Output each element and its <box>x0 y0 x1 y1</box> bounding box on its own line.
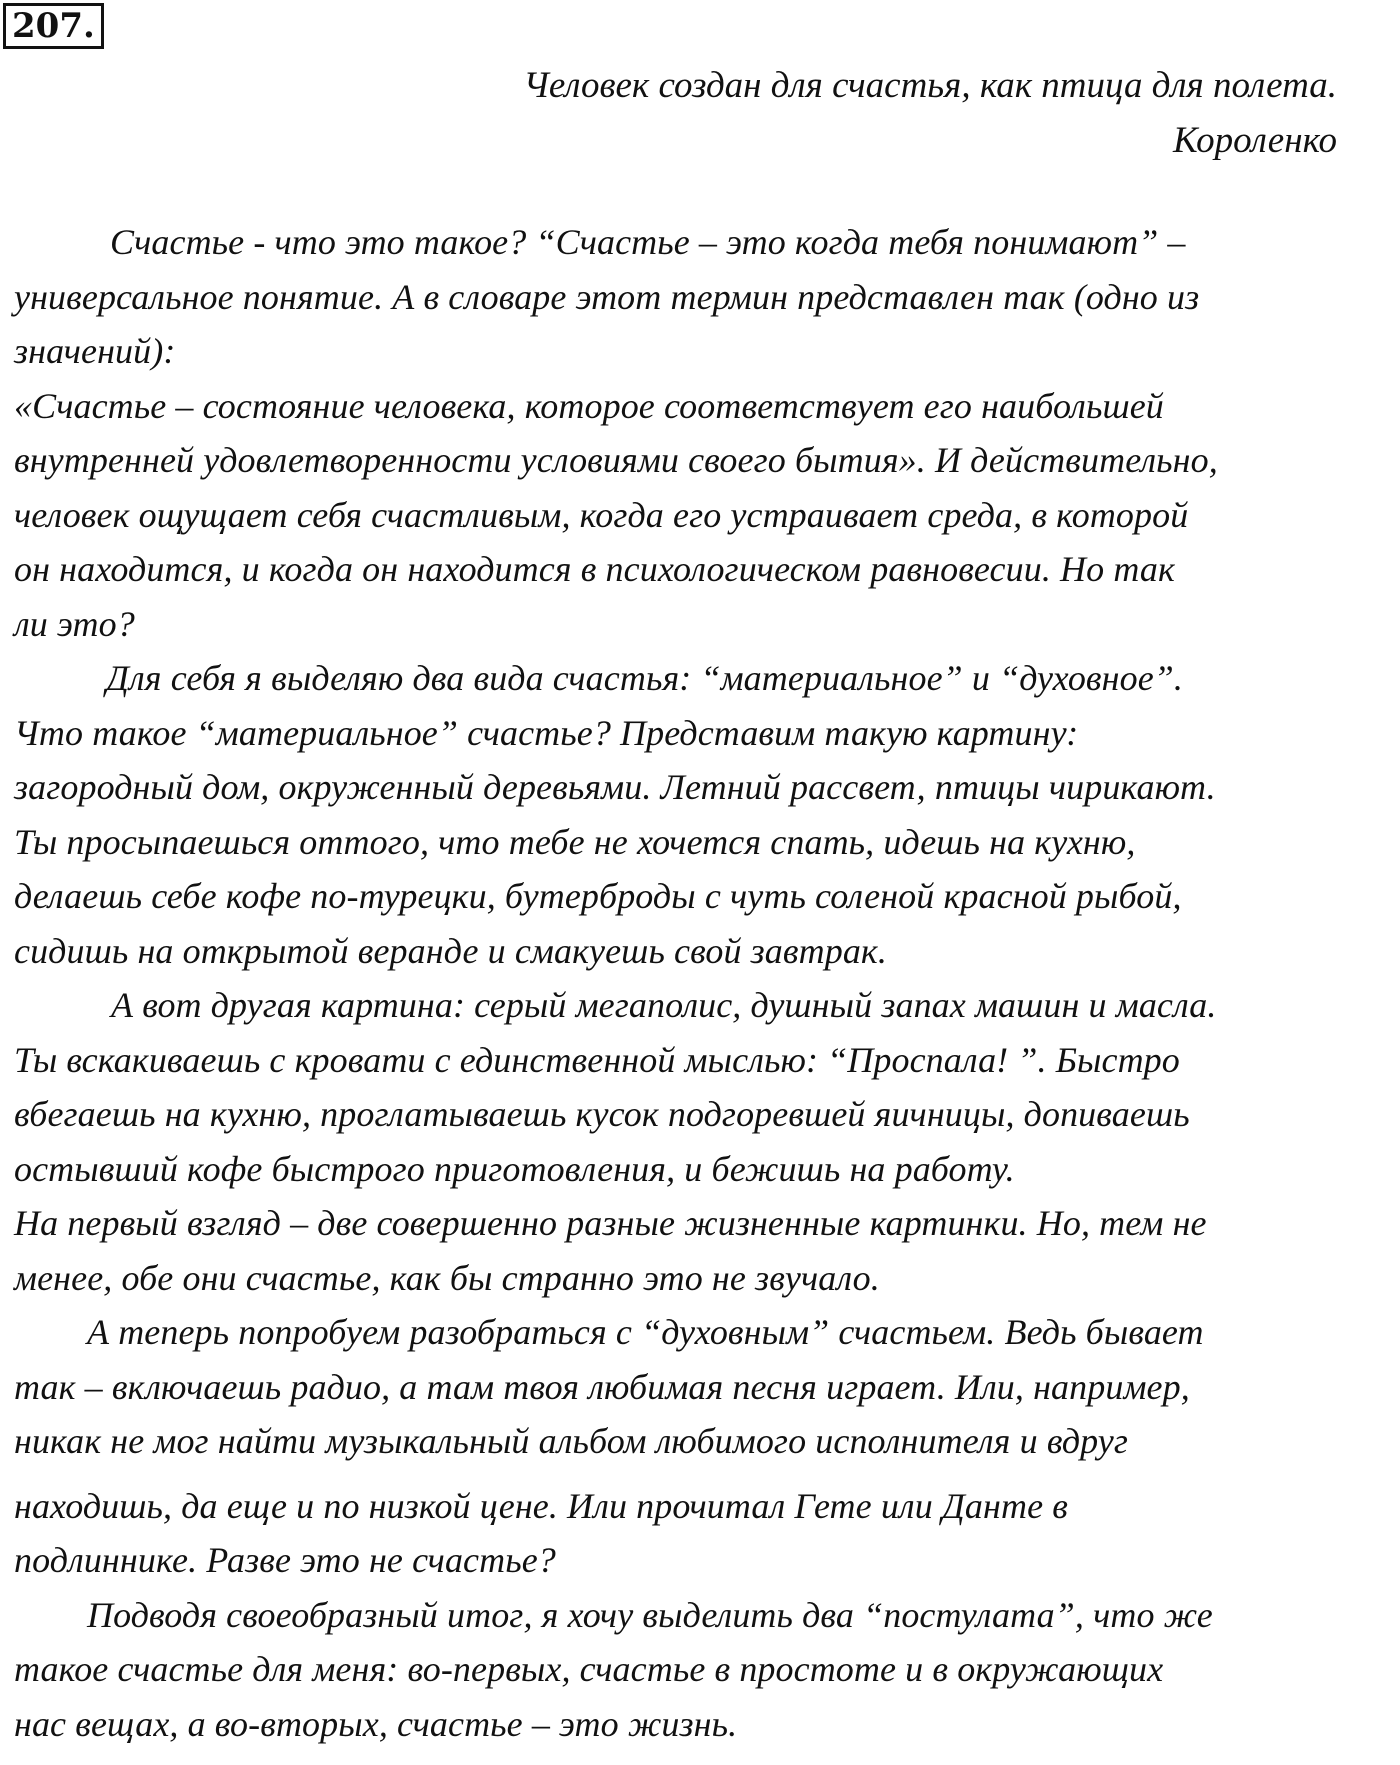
epigraph <box>523 58 1337 168</box>
epigraph-quote: Человек создан для счастья, как птица для полета. <box>523 65 1337 106</box>
essay-line: находишь, да еще и по низкой цене. Или прочитал Гете или Данте в <box>14 1485 1068 1526</box>
essay-line: вбегаешь на кухню, проглатываешь кусок подгоревшей яичницы, допиваешь <box>14 1094 1190 1134</box>
essay-line: загородный дом, окруженный деревьями. Летний рассвет, птицы чирикают. <box>14 767 1216 807</box>
essay-line: ли это? <box>14 603 135 644</box>
essay-line: сидишь на открытой веранде и смакуешь свой завтрак. <box>14 930 887 971</box>
essay-line: он находится, и когда он находится в психологическом равновесии. Но так <box>14 549 1175 589</box>
essay-line: Счастье - что это такое? “Счастье – это когда тебя понимают” – <box>110 222 1186 262</box>
essay-line: значений): <box>14 331 176 371</box>
essay-text <box>14 215 1400 1751</box>
essay-line: универсальное понятие. А в словаре этот термин представлен так (одно из <box>14 276 1200 317</box>
essay-line: так – включаешь радио, а там твоя любимая песня играет. Или, например, <box>14 1366 1190 1407</box>
essay-line: Подводя своеобразный итог, я хочу выделить два “постулата”, что же <box>87 1594 1213 1635</box>
essay-line: Для себя я выделяю два вида счастья: “материальное” и “духовное”. <box>106 658 1184 698</box>
epigraph-author: Короленко <box>1173 120 1337 161</box>
essay-line: внутренней удовлетворенности условиями своего бытия». И действительно, <box>14 440 1218 480</box>
essay-line: На первый взгляд – две совершенно разные жизненные картинки. Но, тем не <box>14 1203 1207 1243</box>
essay-line: нас вещах, а во-вторых, счастье – это жизнь. <box>14 1703 738 1744</box>
essay-line: А вот другая картина: серый мегаполис, душный запах машин и масла. <box>111 985 1217 1025</box>
essay-line: Ты просыпаешься оттого, что тебе не хочется спать, идешь на кухню, <box>14 821 1136 862</box>
essay-line: менее, обе они счастье, как бы странно это не звучало. <box>14 1257 880 1298</box>
essay-line: такое счастье для меня: во-первых, счастье в простоте и в окружающих <box>14 1649 1164 1689</box>
essay-line: остывший кофе быстрого приготовления, и бежишь на работу. <box>14 1148 1015 1189</box>
essay-line: человек ощущает себя счастливым, когда его устраивает среда, в которой <box>14 494 1189 535</box>
essay-line: никак не мог найти музыкальный альбом любимого исполнителя и вдруг <box>14 1421 1129 1461</box>
exercise-number: 207. <box>3 3 104 49</box>
essay-line: Что такое “материальное” счастье? Представим такую картину: <box>14 712 1079 753</box>
essay-line: «Счастье – состояние человека, которое соответствует его наибольшей <box>14 385 1164 426</box>
essay-line: Ты вскакиваешь с кровати с единственной мыслью: “Проспала! ”. Быстро <box>14 1039 1180 1080</box>
essay-line: делаешь себе кофе по-турецки, бутерброды с чуть соленой красной рыбой, <box>14 876 1182 916</box>
essay-line: А теперь попробуем разобраться с “духовным” счастьем. Ведь бывает <box>87 1312 1204 1352</box>
essay-line: подлиннике. Разве это не счастье? <box>14 1540 556 1580</box>
